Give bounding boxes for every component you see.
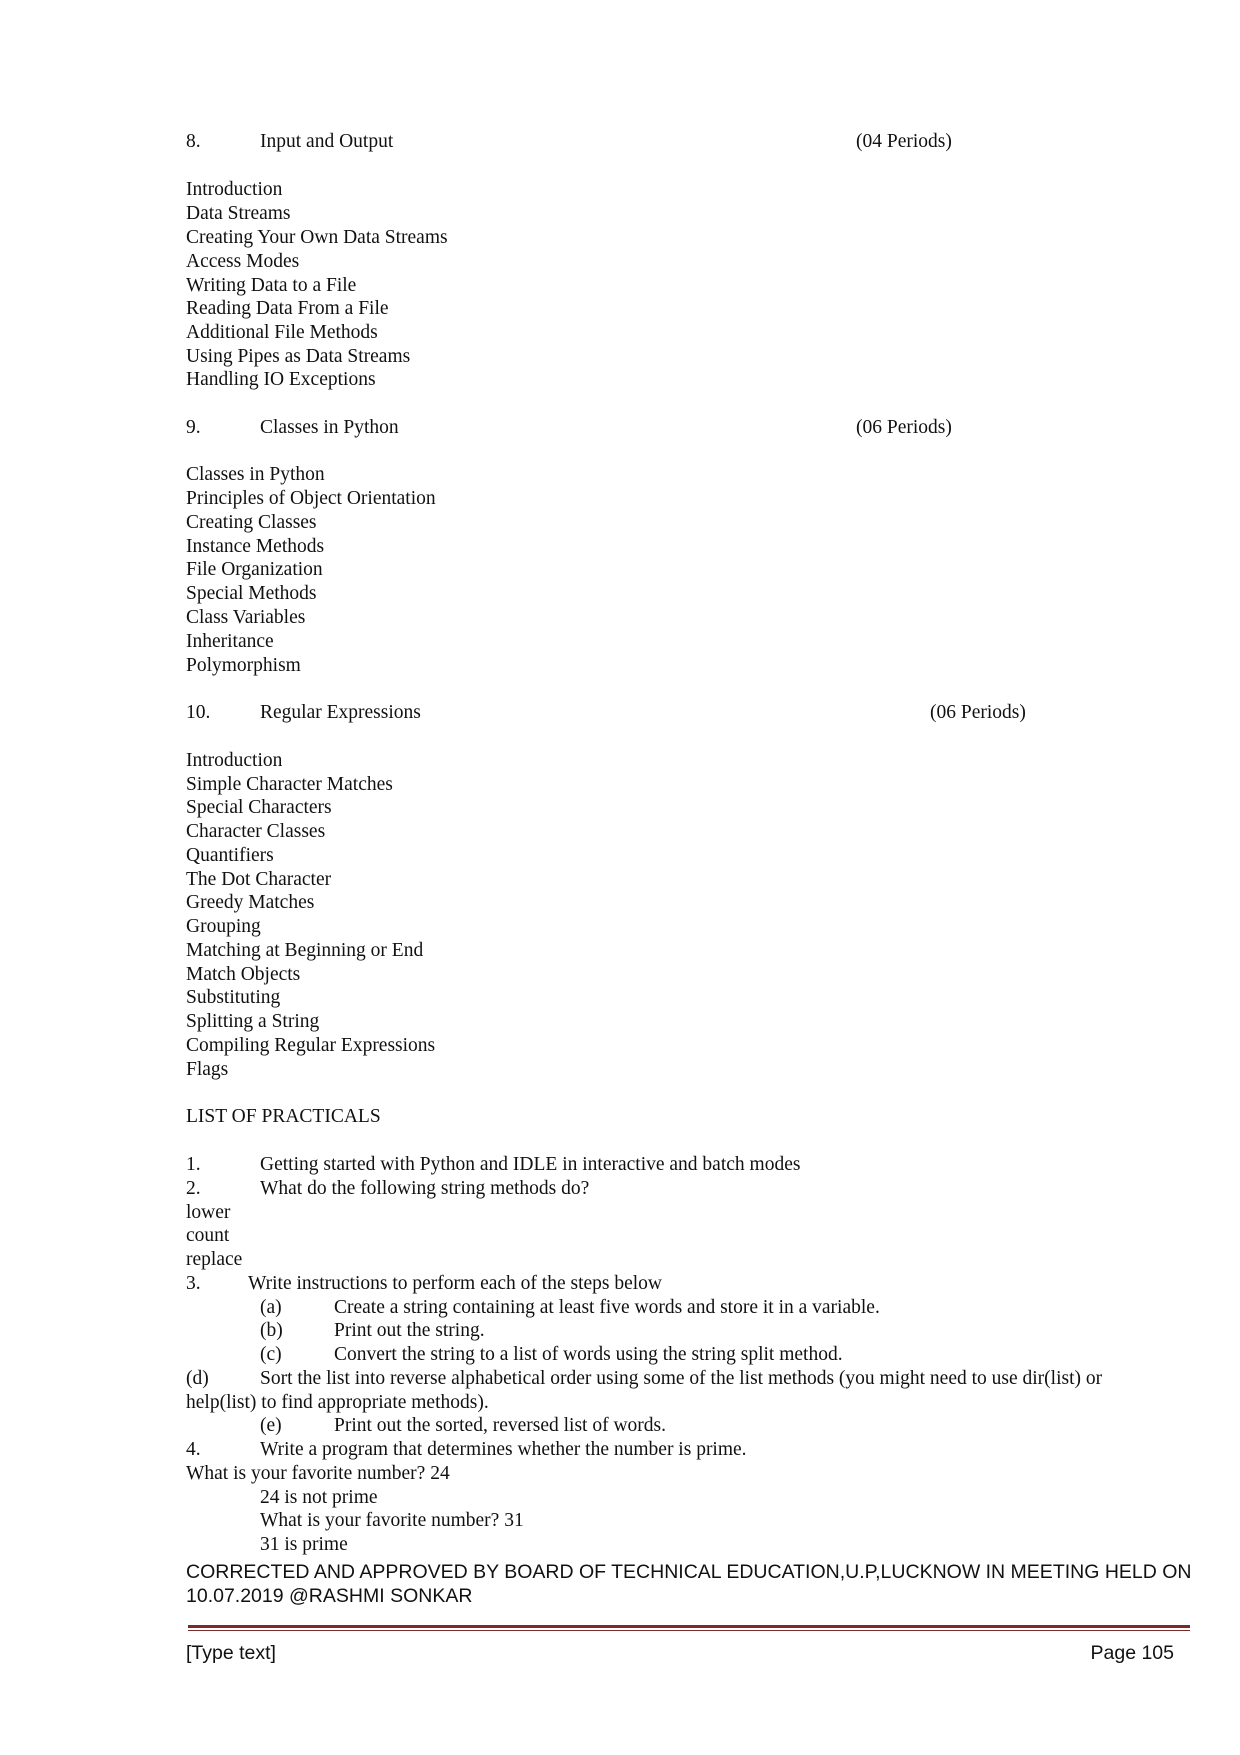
topic-item: Creating Your Own Data Streams <box>186 227 448 248</box>
topic-item: Compiling Regular Expressions <box>186 1035 436 1056</box>
section-9-number: 9. <box>186 417 201 438</box>
string-method-item: lower <box>186 1202 231 1223</box>
step-d-text-continued: help(list) to find appropriate methods). <box>186 1392 489 1413</box>
topic-item: Greedy Matches <box>186 892 315 913</box>
step-d-text: Sort the list into reverse alphabetical order using some of the list methods (you might need to use dir(list) or <box>260 1368 1103 1389</box>
page-number: Page 105 <box>1090 1642 1174 1664</box>
practicals-heading: LIST OF PRACTICALS <box>186 1106 381 1127</box>
practical-1-number: 1. <box>186 1154 201 1175</box>
topic-item: Class Variables <box>186 607 306 628</box>
section-9-title: Classes in Python <box>260 417 399 438</box>
step-c-label: (c) <box>260 1344 282 1365</box>
practical-4-number: 4. <box>186 1439 201 1460</box>
topic-item: Writing Data to a File <box>186 275 357 296</box>
practical-2-number: 2. <box>186 1178 201 1199</box>
section-10-periods: (06 Periods) <box>930 702 1026 723</box>
step-e-label: (e) <box>260 1415 282 1436</box>
topic-item: Quantifiers <box>186 845 274 866</box>
section-10-title: Regular Expressions <box>260 702 421 723</box>
topic-item: Introduction <box>186 179 283 200</box>
topic-item: Reading Data From a File <box>186 298 389 319</box>
topic-item: File Organization <box>186 559 323 580</box>
topic-item: Grouping <box>186 916 261 937</box>
string-method-item: count <box>186 1225 230 1246</box>
topic-item: Polymorphism <box>186 655 301 676</box>
approval-note-line2: 10.07.2019 @RASHMI SONKAR <box>186 1585 473 1607</box>
step-b-label: (b) <box>260 1320 283 1341</box>
topic-item: Handling IO Exceptions <box>186 369 376 390</box>
string-method-item: replace <box>186 1249 243 1270</box>
topic-item: Matching at Beginning or End <box>186 940 424 961</box>
topic-item: Flags <box>186 1059 229 1080</box>
topic-item: Simple Character Matches <box>186 774 393 795</box>
topic-item: Character Classes <box>186 821 326 842</box>
topic-item: Data Streams <box>186 203 291 224</box>
footer-left-text: [Type text] <box>186 1642 276 1664</box>
topic-item: Inheritance <box>186 631 274 652</box>
step-e-text: Print out the sorted, reversed list of words. <box>334 1415 666 1436</box>
footer-divider-thin <box>188 1630 1190 1631</box>
practical-3-text: Write instructions to perform each of the steps below <box>248 1273 663 1294</box>
topic-item: Substituting <box>186 987 281 1008</box>
topic-item: Additional File Methods <box>186 322 378 343</box>
step-a-label: (a) <box>260 1297 282 1318</box>
topic-item: Splitting a String <box>186 1011 320 1032</box>
section-8-number: 8. <box>186 131 201 152</box>
topic-item: Principles of Object Orientation <box>186 488 436 509</box>
footer-divider <box>188 1625 1190 1628</box>
section-9-periods: (06 Periods) <box>856 417 952 438</box>
topic-item: Instance Methods <box>186 536 325 557</box>
topic-item: Special Characters <box>186 797 332 818</box>
sample-output-line: 24 is not prime <box>260 1487 378 1508</box>
sample-output-line: What is your favorite number? 31 <box>260 1510 524 1531</box>
topic-item: Using Pipes as Data Streams <box>186 346 411 367</box>
step-a-text: Create a string containing at least five words and store it in a variable. <box>334 1297 880 1318</box>
topic-item: Introduction <box>186 750 283 771</box>
topic-item: Match Objects <box>186 964 301 985</box>
section-10-number: 10. <box>186 702 211 723</box>
practical-4-text: Write a program that determines whether the number is prime. <box>260 1439 747 1460</box>
topic-item: Access Modes <box>186 251 300 272</box>
practical-2-text: What do the following string methods do? <box>260 1178 590 1199</box>
topic-item: The Dot Character <box>186 869 332 890</box>
sample-output-line: What is your favorite number? 24 <box>186 1463 450 1484</box>
sample-output-line: 31 is prime <box>260 1534 348 1555</box>
step-d-label: (d) <box>186 1368 209 1389</box>
step-c-text: Convert the string to a list of words using the string split method. <box>334 1344 843 1365</box>
topic-item: Classes in Python <box>186 464 325 485</box>
section-8-title: Input and Output <box>260 131 394 152</box>
topic-item: Special Methods <box>186 583 317 604</box>
topic-item: Creating Classes <box>186 512 317 533</box>
step-b-text: Print out the string. <box>334 1320 485 1341</box>
practical-1-text: Getting started with Python and IDLE in interactive and batch modes <box>260 1154 801 1175</box>
practical-3-number: 3. <box>186 1273 201 1294</box>
section-8-periods: (04 Periods) <box>856 131 952 152</box>
approval-note-line1: CORRECTED AND APPROVED BY BOARD OF TECHNICAL EDUCATION,U.P,LUCKNOW IN MEETING HELD ON <box>186 1561 1192 1583</box>
